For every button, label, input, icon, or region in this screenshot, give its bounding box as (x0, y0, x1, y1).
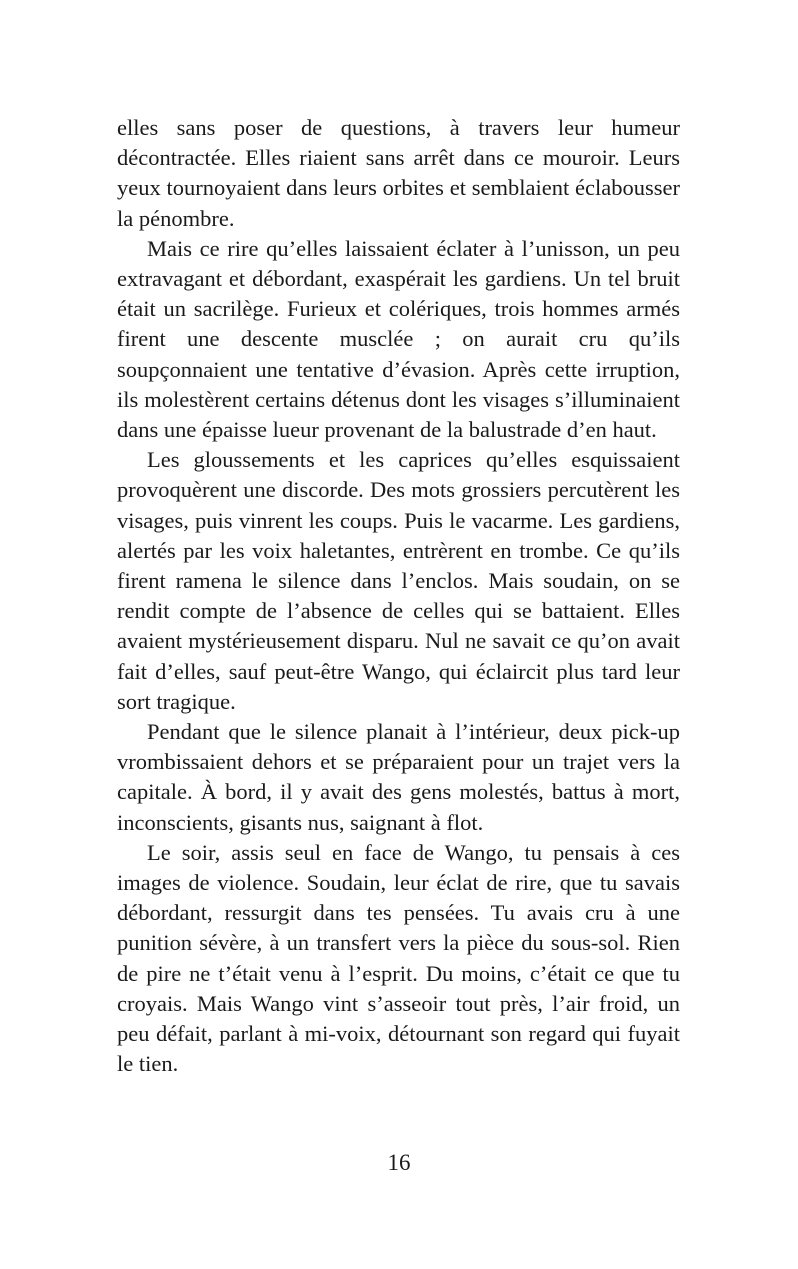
paragraph-1: elles sans poser de questions, à travers leur humeur décontractée. Elles riaient sans arrêt dans ce mouroir. Leurs yeux tournoyaient dans leurs orbites et semblaient éclabousser la pénombre. (117, 115, 680, 231)
page-body (117, 113, 680, 1080)
paragraph-4: Pendant que le silence planait à l’intérieur, deux pick-up vrombissaient dehors et se préparaient pour un trajet vers la capitale. À bord, il y avait des gens molestés, battus à mort, inconscients, gisants nus, saignant à flot. (117, 719, 680, 835)
page-number: 16 (387, 1150, 411, 1175)
paragraph-5: Le soir, assis seul en face de Wango, tu pensais à ces images de violence. Soudain, leur éclat de rire, que tu savais débordant, ressurgit dans tes pensées. Tu avais cru à une punition sévère, à un transfert vers la pièce du sous-sol. Rien de pire ne t’était venu à l’esprit. Du moins, c’était ce que tu croyais. Mais Wango vint s’asseoir tout près, l’air froid, un peu défait, parlant à mi-voix, détournant son regard qui fuyait le tien. (117, 839, 680, 1077)
paragraph-3: Les gloussements et les caprices qu’elles esquissaient provoquèrent une discorde. Des mots grossiers percutèrent les visages, puis vinrent les coups. Puis le vacarme. Les gardiens, alertés par les voix haletantes, entrèrent en trombe. Ce qu’ils firent ramena le silence dans l’enclos. Mais soudain, on se rendit compte de l’absence de celles qui se battaient. Elles avaient mystérieusement disparu. Nul ne savait ce qu’on avait fait d’elles, sauf peut-être Wango, qui éclaircit plus tard leur sort tragique. (117, 447, 680, 714)
paragraph-2: Mais ce rire qu’elles laissaient éclater à l’unisson, un peu extravagant et débordant, exaspérait les gardiens. Un tel bruit était un sacrilège. Furieux et colériques, trois hommes armés firent une descente musclée ; on aurait cru qu’ils soupçonnaient une tentative d’évasion. Après cette irruption, ils molestèrent certains détenus dont les visages s’illuminaient dans une épaisse lueur provenant de la balustrade d’en haut. (117, 235, 680, 443)
